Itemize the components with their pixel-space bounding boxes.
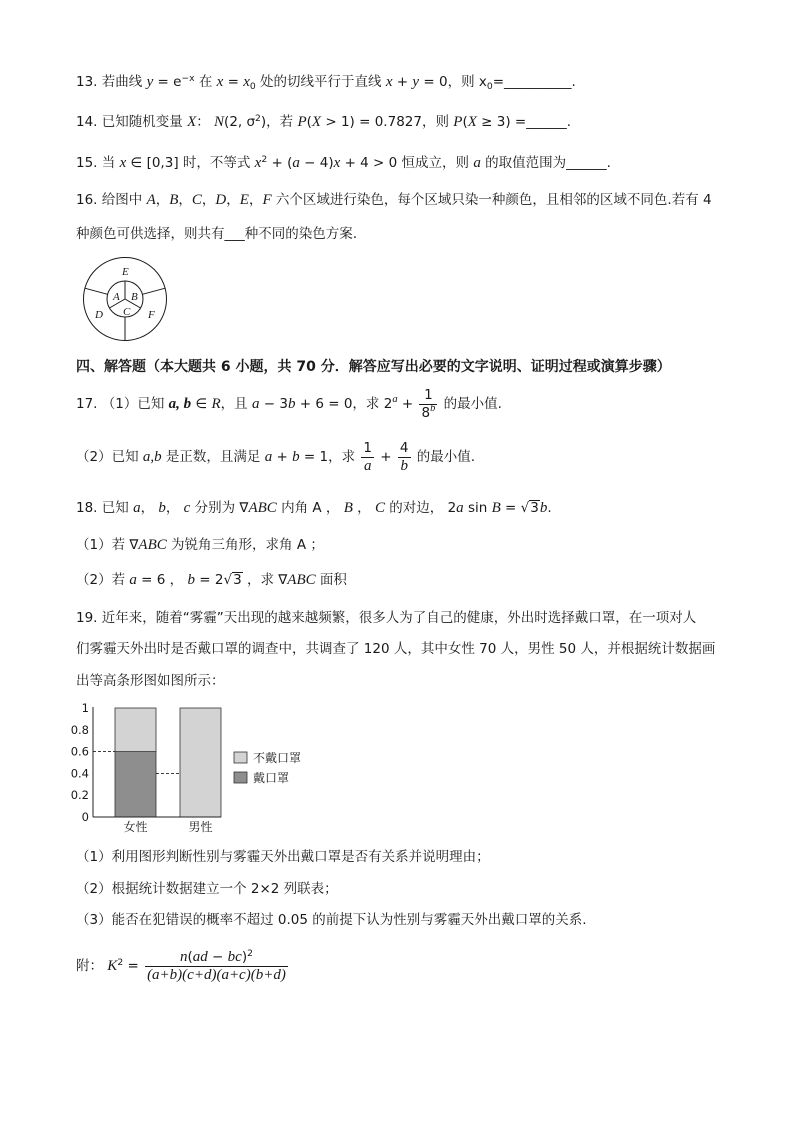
math-symbol: b: [539, 500, 548, 516]
math-symbol: b: [187, 572, 195, 588]
text-run: (: [306, 114, 312, 130]
superscript: 2: [261, 153, 268, 165]
math-symbol: c: [183, 500, 191, 516]
text-run: ，: [165, 500, 184, 516]
superscript: 2: [255, 112, 261, 124]
text-run: ∈: [191, 396, 212, 412]
radicand: 3: [233, 572, 242, 588]
q19-part1: （1）利用图形判断性别与雾霾天外出戴口罩是否有关系并说明理由；: [76, 849, 490, 865]
text-run: 16. 给图中: [76, 192, 147, 208]
math-symbol: A: [146, 192, 156, 208]
math-symbol: x: [385, 74, 393, 90]
fraction-denominator: [398, 458, 411, 474]
bar-segment: [115, 752, 156, 817]
superscript: b: [430, 402, 436, 414]
text-run: ______: [566, 155, 607, 171]
text-run: 的最小值.: [412, 449, 476, 465]
q17-part1: [76, 387, 502, 421]
fraction-denominator: [419, 402, 437, 421]
y-tick-label: 1: [81, 701, 89, 715]
text-run: ，: [140, 500, 159, 516]
q18-stem: [76, 498, 552, 518]
text-run: ，: [178, 192, 192, 208]
region-label-b: B: [131, 291, 138, 303]
text-run: (: [462, 114, 468, 130]
legend-swatch: [234, 752, 247, 763]
legend-label: 戴口罩: [253, 771, 290, 785]
math-symbol: y: [412, 74, 420, 90]
math-symbol: P: [453, 114, 463, 130]
math-symbol: ad: [192, 948, 208, 965]
text-run: 的对边， 2: [384, 500, 457, 516]
math-symbol: P: [297, 114, 307, 130]
fraction-denominator: [145, 967, 288, 983]
q14-text: [76, 112, 571, 132]
y-tick-label: 0.6: [70, 744, 89, 759]
legend-label: 不戴口罩: [253, 751, 302, 765]
math-symbol: b: [287, 396, 296, 412]
math-symbol: F: [262, 192, 272, 208]
math-symbol: X: [311, 114, 322, 130]
text-run: + (: [267, 155, 293, 171]
text-run: （1）若 ∇: [76, 537, 139, 553]
text-run: .: [571, 74, 576, 90]
text-run: − 4): [299, 155, 334, 171]
superscript: 2: [117, 956, 124, 968]
text-run: ≥ 3) =: [476, 114, 527, 130]
superscript: −x: [181, 72, 195, 84]
fraction: [398, 441, 411, 474]
fraction-denominator: [361, 458, 374, 474]
fraction: [419, 388, 437, 421]
text-run: +: [397, 396, 418, 412]
text-run: + 4 > 0 恒成立，则: [340, 155, 474, 171]
text-run: 为锐角三角形，求角 A ；: [166, 537, 324, 553]
math-symbol: E: [239, 192, 249, 208]
text-run: +: [272, 449, 293, 465]
text-run: 在: [194, 74, 217, 90]
q19-stem-line2: 们雾霾天外出时是否戴口罩的调查中，共调查了 120 人，其中女性 70 人，男性 50 人，并根据统计数据画: [76, 641, 716, 657]
y-tick-label: 0.8: [70, 722, 89, 737]
text-run: 的取值范围为: [480, 155, 567, 171]
q16-text-line1: [76, 190, 712, 210]
math-symbol: B: [169, 192, 179, 208]
y-tick-label: 0.4: [70, 766, 89, 781]
region-label-c: C: [123, 306, 131, 318]
q18-part1: [76, 535, 324, 555]
y-tick-label: 0.2: [70, 788, 89, 803]
text-run: 是正数，且满足: [161, 449, 265, 465]
math-symbol: ABC: [248, 500, 277, 516]
text-run: ，: [226, 192, 240, 208]
text-run: = 0，则 x: [419, 74, 487, 90]
text-run: ______: [526, 114, 567, 130]
text-run: 内角 A ，: [276, 500, 344, 516]
region-label-a: A: [113, 291, 120, 303]
region-label-d: D: [95, 309, 103, 321]
text-run: + 6 = 0，求 2: [295, 396, 393, 412]
math-symbol: R: [211, 396, 221, 412]
text-run: (: [187, 948, 193, 965]
text-run: ∈ [0,3] 时，不等式: [126, 155, 255, 171]
text-run: .: [606, 155, 611, 171]
math-symbol: C: [374, 500, 385, 516]
math-symbol: x: [216, 74, 224, 90]
text-run: (2, σ: [224, 114, 256, 130]
text-run: （2）已知: [76, 449, 143, 465]
math-symbol: x: [243, 74, 250, 90]
section-heading: 四、解答题（本大题共 6 小题，共 70 分．解答应写出必要的文字说明、证明过程或演算步骤）: [76, 359, 671, 375]
text-run: 的最小值.: [439, 396, 502, 412]
math-symbol: ABC: [287, 572, 316, 588]
q16-region-figure: [80, 255, 170, 345]
text-run: −: [207, 948, 228, 965]
math-symbol: x: [119, 155, 127, 171]
text-run: ，: [352, 500, 375, 516]
q19-stem-line3: 出等高条形图如图所示：: [76, 673, 225, 689]
y-tick-label: 0: [81, 810, 89, 824]
math-symbol: b: [292, 449, 300, 465]
text-run: ): [241, 948, 248, 965]
text-run: .: [547, 500, 552, 516]
x-category-label: 女性: [123, 820, 148, 834]
text-run: .: [566, 114, 572, 130]
radicand: 3: [530, 500, 539, 516]
math-symbol: a: [292, 155, 300, 171]
fraction: [361, 441, 374, 474]
math-symbol: a: [456, 500, 464, 516]
ring-divider-left: [85, 288, 108, 294]
legend-swatch: [234, 772, 247, 783]
text-run: 分别为 ∇: [190, 500, 249, 516]
region-label-e: E: [122, 266, 129, 278]
math-symbol: X: [187, 114, 197, 130]
math-symbol: X: [467, 114, 477, 130]
text-run: =: [492, 74, 505, 90]
text-run: =: [123, 958, 144, 974]
text-run: − 3: [259, 396, 288, 412]
subscript: 0: [249, 80, 256, 92]
text-run: 17. （1）已知: [76, 396, 169, 412]
text-run: = √: [500, 500, 530, 516]
text-run: 8: [421, 404, 431, 421]
fraction-numerator: [361, 441, 374, 458]
text-run: （2）若: [76, 572, 130, 588]
math-symbol: a: [129, 572, 137, 588]
q19-appendix-formula: [76, 946, 290, 986]
math-symbol: a: [363, 457, 372, 474]
text-run: ，且: [220, 396, 252, 412]
text-run: =: [223, 74, 244, 90]
text-run: = e: [153, 74, 182, 90]
fraction-numerator: [145, 947, 288, 967]
q18-part2: [76, 570, 347, 590]
q16-text-line2: 种颜色可供选择，则共有___种不同的染色方案.: [76, 226, 358, 242]
q17-part2: [76, 440, 475, 474]
text-run: 六个区域进行染色，每个区域只染一种颜色，且相邻的区域不同色.若有 4: [271, 192, 712, 208]
math-symbol: C: [191, 192, 202, 208]
text-run: = 6 ，: [136, 572, 188, 588]
math-symbol: a, b: [168, 396, 192, 412]
math-symbol: bc: [227, 948, 242, 965]
text-run: )，若: [260, 114, 298, 130]
text-run: > 1) = 0.7827，则: [321, 114, 454, 130]
q19-part2: （2）根据统计数据建立一个 2×2 列联表；: [76, 881, 338, 897]
fraction-numerator: [398, 441, 411, 458]
math-symbol: N: [214, 114, 225, 130]
text-run: = 1，求: [299, 449, 360, 465]
text-run: 13. 若曲线: [76, 74, 147, 90]
text-run: ，求 ∇: [242, 572, 288, 588]
math-symbol: K: [107, 958, 118, 974]
q13-text: [76, 72, 576, 92]
math-symbol: a: [251, 396, 260, 412]
text-run: 面积: [315, 572, 347, 588]
text-run: ：: [196, 114, 215, 130]
math-symbol: (a+b)(c+d)(a+c)(b+d): [147, 966, 286, 983]
math-symbol: b: [158, 500, 166, 516]
math-symbol: a,b: [142, 449, 162, 465]
math-symbol: a: [133, 500, 141, 516]
text-run: 处的切线平行于直线: [255, 74, 386, 90]
ring-divider-right: [142, 288, 165, 294]
x-category-label: 男性: [188, 820, 213, 834]
stacked-bar-chart: [60, 698, 350, 840]
math-symbol: B: [491, 500, 501, 516]
math-symbol: y: [146, 74, 154, 90]
math-symbol: x: [333, 155, 341, 171]
text-run: ，: [155, 192, 170, 208]
text-run: 18. 已知: [76, 500, 134, 516]
q19-part3: （3）能否在犯错误的概率不超过 0.05 的前提下认为性别与雾霾天外出戴口罩的关系.: [76, 912, 587, 928]
text-run: ，: [248, 192, 263, 208]
math-symbol: ABC: [138, 537, 167, 553]
math-symbol: a: [264, 449, 273, 465]
text-run: ，: [201, 192, 216, 208]
math-symbol: x: [254, 155, 262, 171]
text-run: +: [392, 74, 413, 90]
bar-segment: [115, 708, 156, 752]
text-run: 1: [363, 439, 373, 456]
subscript: 0: [486, 80, 493, 92]
superscript: a: [392, 394, 398, 406]
fraction: [145, 947, 288, 983]
text-run: = 2√: [194, 572, 233, 588]
text-run: 4: [399, 439, 409, 456]
text-run: +: [376, 449, 396, 465]
math-symbol: b: [400, 457, 408, 474]
superscript: 2: [247, 947, 253, 959]
bar-segment: [180, 708, 221, 817]
math-symbol: B: [343, 500, 353, 516]
q15-text: [76, 153, 611, 173]
text-run: 1: [424, 386, 433, 403]
math-symbol: D: [215, 192, 227, 208]
q19-stem-line1: 19. 近年来，随着“雾霾”天出现的越来越频繁，很多人为了自己的健康，外出时选择戴口罩，在一项对人: [76, 610, 697, 626]
region-label-f: F: [148, 309, 155, 321]
text-run: 附：: [76, 958, 108, 974]
math-symbol: n: [179, 948, 188, 965]
text-run: 14. 已知随机变量: [76, 114, 188, 130]
text-run: 15. 当: [76, 155, 120, 171]
text-run: __________: [504, 74, 572, 90]
text-run: sin: [463, 500, 492, 516]
math-symbol: a: [473, 155, 481, 171]
